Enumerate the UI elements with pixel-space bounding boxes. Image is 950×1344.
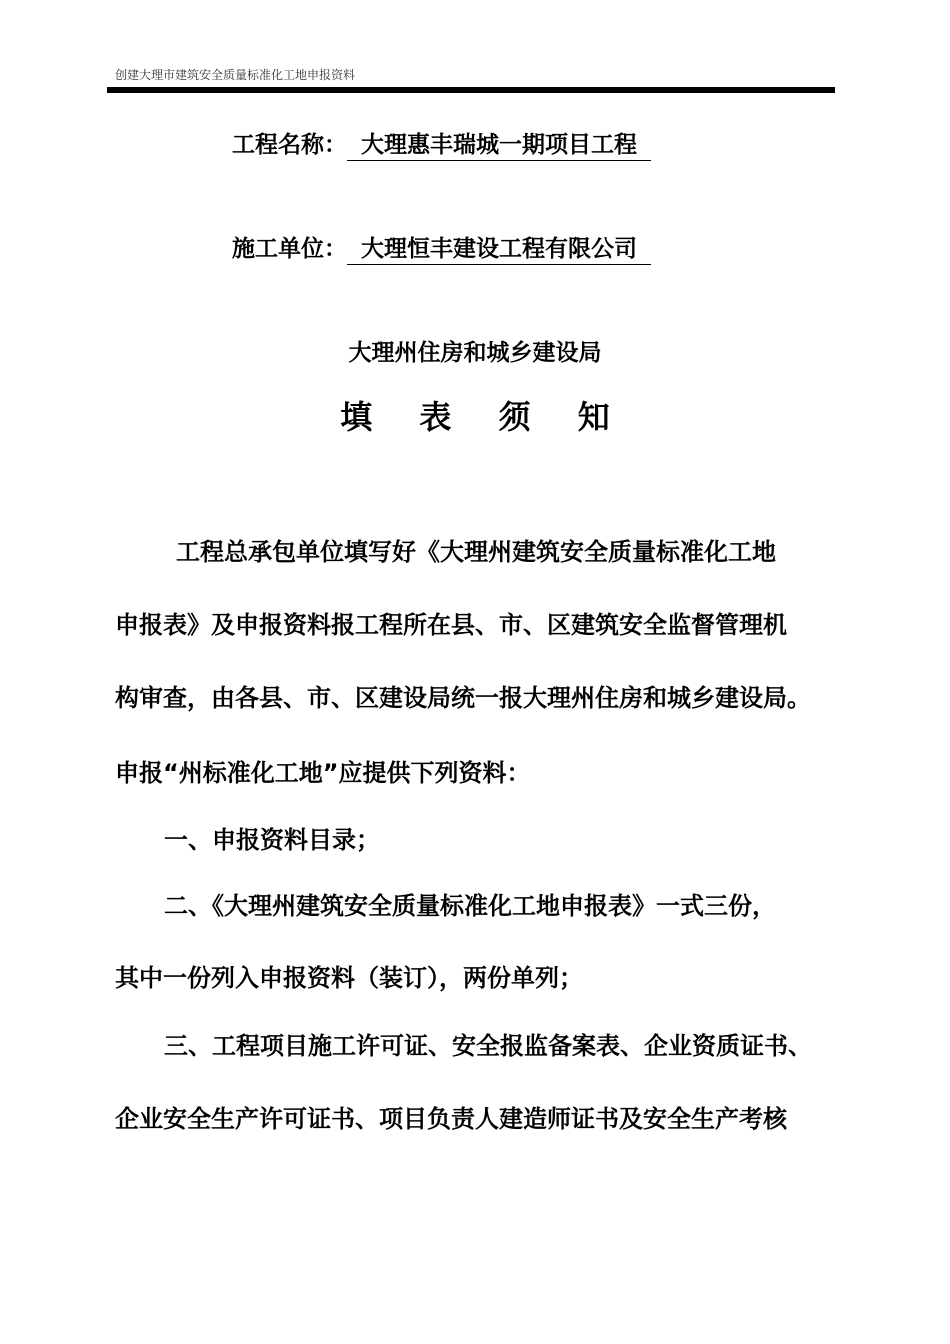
construction-unit-value: 大理恒丰建设工程有限公司 <box>347 234 651 265</box>
project-name-label: 工程名称： <box>232 132 347 158</box>
body-line: 申报表》及申报资料报工程所在县、市、区建筑安全监督管理机 <box>115 611 787 639</box>
body-line: 工程总承包单位填写好《大理州建筑安全质量标准化工地 <box>176 538 776 566</box>
list-item: 二、《大理州建筑安全质量标准化工地申报表》一式三份， <box>164 892 776 920</box>
header-rule <box>107 87 835 93</box>
project-name-value: 大理惠丰瑞城一期项目工程 <box>347 130 651 161</box>
page-header-text: 创建大理市建筑安全质量标准化工地申报资料 <box>115 68 356 82</box>
body-line: 企业安全生产许可证书、项目负责人建造师证书及安全生产考核 <box>115 1105 787 1133</box>
construction-unit-label: 施工单位： <box>232 236 347 262</box>
body-line: 申报“州标准化工地”应提供下列资料： <box>115 759 531 787</box>
body-line: 其中一份列入申报资料（装订），两份单列； <box>115 964 583 992</box>
body-line: 构审查，由各县、市、区建设局统一报大理州住房和城乡建设局。 <box>115 684 811 712</box>
construction-unit-row <box>232 233 651 265</box>
notice-title: 填 表 须 知 <box>340 398 628 436</box>
issuing-authority: 大理州住房和城乡建设局 <box>348 340 602 366</box>
project-name-row <box>232 129 651 161</box>
list-item: 三、工程项目施工许可证、安全报监备案表、企业资质证书、 <box>164 1032 812 1060</box>
list-item: 一、申报资料目录； <box>164 826 380 854</box>
